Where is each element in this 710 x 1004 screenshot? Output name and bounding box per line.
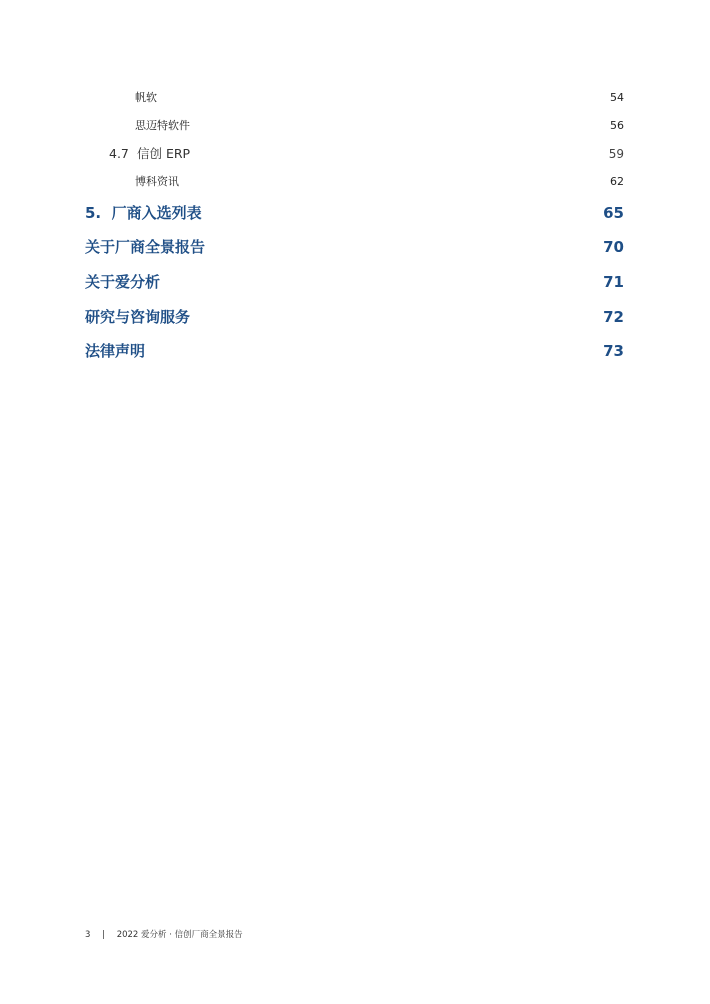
toc-entry-label: 信创 ERP (137, 146, 191, 161)
toc-entry-page-number: 70 (603, 238, 624, 256)
toc-entry-section-number: 4.7 (109, 146, 129, 161)
toc-entry-page-number: 65 (603, 204, 624, 222)
footer-separator: | (102, 930, 105, 940)
toc-entry-label: 思迈特软件 (135, 119, 190, 132)
toc-entry-section-4-7[interactable] (0, 143, 710, 165)
toc-entry-page-number: 59 (608, 147, 624, 161)
toc-entry-about-report[interactable] (0, 236, 710, 258)
page-footer (85, 928, 243, 942)
toc-entry-page-number: 73 (603, 342, 624, 360)
toc-entry-label: 5. 厂商入选列表 (85, 204, 202, 222)
footer-page-number: 3 (85, 930, 91, 940)
toc-entry-label: 研究与咨询服务 (85, 308, 191, 326)
toc-entry-legal-notice[interactable] (0, 340, 710, 362)
toc-entry-page-number: 62 (610, 175, 624, 188)
footer-report-title: 2022 爱分析 · 信创厂商全景报告 (116, 930, 243, 940)
toc-entry-smartbi[interactable] (0, 115, 710, 137)
toc-entry-chapter-5[interactable] (0, 202, 710, 224)
toc-entry-page-number: 54 (610, 91, 624, 104)
toc-entry-label: 法律声明 (85, 342, 146, 360)
toc-entry-label: 关于爱分析 (85, 273, 161, 291)
toc-entry-research-services[interactable] (0, 306, 710, 328)
toc-entry-about-company[interactable] (0, 271, 710, 293)
toc-entry-page-number: 72 (603, 308, 624, 326)
toc-entry-page-number: 56 (610, 119, 624, 132)
toc-entry-label: 帆软 (135, 91, 157, 104)
toc-entry-fanruan[interactable] (0, 87, 710, 109)
toc-entry-page-number: 71 (603, 273, 624, 291)
toc-entry-label: 关于厂商全景报告 (85, 238, 206, 256)
toc-entry-label: 博科资讯 (135, 175, 179, 188)
toc-entry-bokesoft[interactable] (0, 171, 710, 193)
